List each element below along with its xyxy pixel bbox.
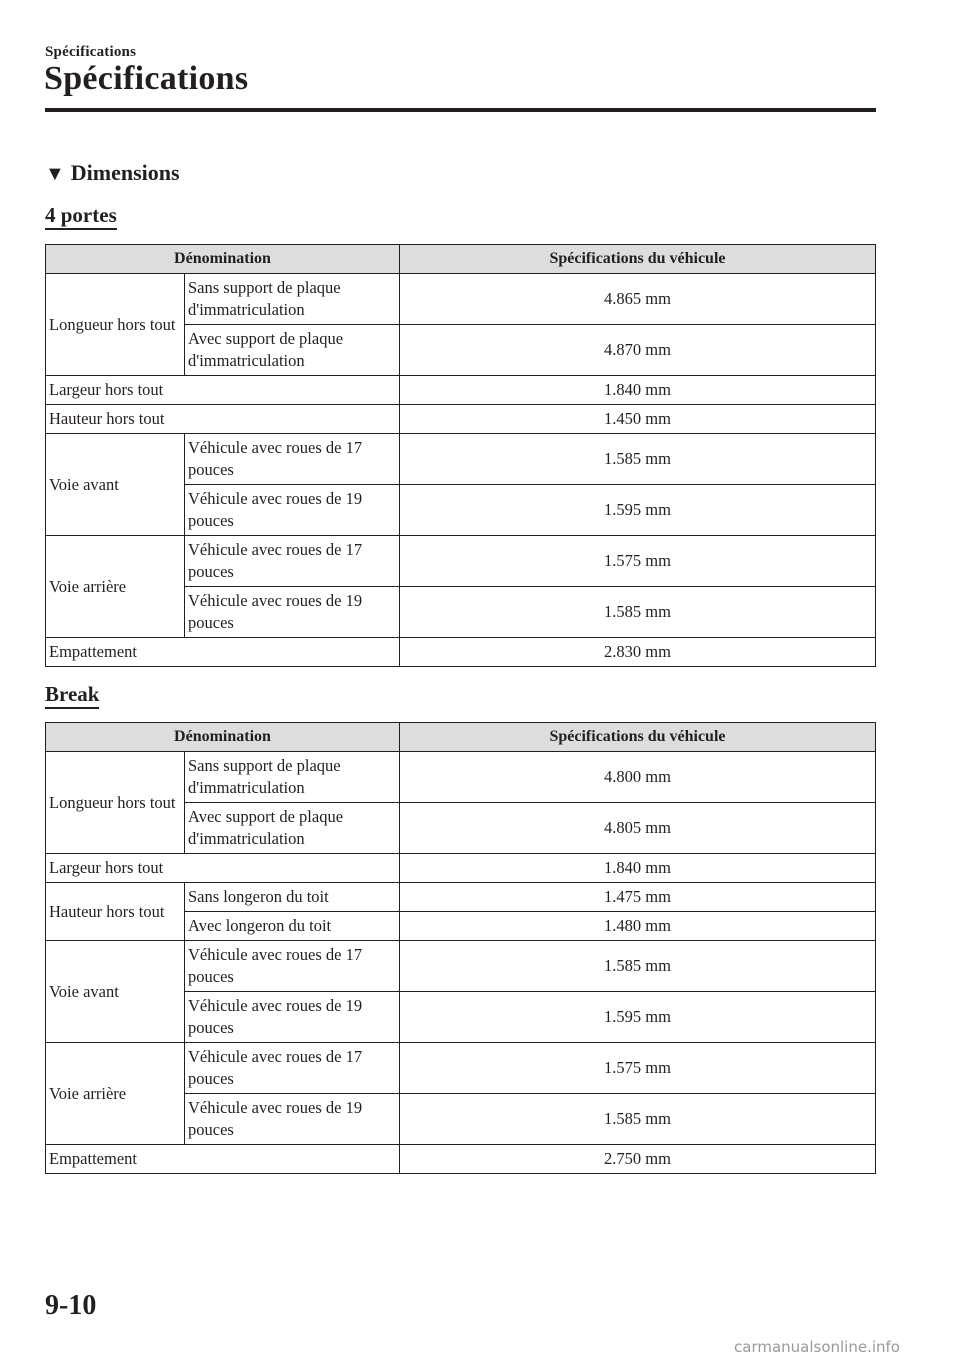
row-value: 2.830 mm <box>400 638 876 667</box>
dimensions-table-break <box>45 722 876 1174</box>
row-value: 1.475 mm <box>400 883 876 912</box>
header-denomination: Dénomination <box>46 723 400 752</box>
row-label-voie-avant: Voie avant <box>46 941 185 1043</box>
row-label-voie-arriere: Voie arrière <box>46 536 185 638</box>
row-label-longueur: Longueur hors tout <box>46 752 185 854</box>
table-row <box>46 434 876 485</box>
subheading-4-portes: 4 portes <box>45 203 117 230</box>
row-sublabel: Véhicule avec roues de 19 pouces <box>185 992 400 1043</box>
table-row <box>46 536 876 587</box>
row-value: 1.585 mm <box>400 1094 876 1145</box>
row-sublabel: Véhicule avec roues de 17 pouces <box>185 941 400 992</box>
row-value: 4.870 mm <box>400 325 876 376</box>
header-specifications: Spécifications du véhicule <box>400 723 876 752</box>
row-sublabel: Véhicule avec roues de 17 pouces <box>185 434 400 485</box>
row-sublabel: Sans support de plaque d'immatriculation <box>185 274 400 325</box>
table-row <box>46 752 876 803</box>
row-sublabel: Véhicule avec roues de 17 pouces <box>185 1043 400 1094</box>
chapter-rule <box>45 108 876 112</box>
table-row <box>46 1043 876 1094</box>
header-denomination: Dénomination <box>46 245 400 274</box>
row-sublabel: Avec longeron du toit <box>185 912 400 941</box>
row-value: 1.575 mm <box>400 1043 876 1094</box>
row-value: 1.595 mm <box>400 992 876 1043</box>
table-row <box>46 1145 876 1174</box>
table-row <box>46 376 876 405</box>
row-value: 1.575 mm <box>400 536 876 587</box>
row-sublabel: Véhicule avec roues de 19 pouces <box>185 587 400 638</box>
dimensions-table-4-portes <box>45 244 876 667</box>
row-label-voie-avant: Voie avant <box>46 434 185 536</box>
row-sublabel: Véhicule avec roues de 19 pouces <box>185 1094 400 1145</box>
row-value: 4.800 mm <box>400 752 876 803</box>
row-label-empattement: Empattement <box>46 1145 400 1174</box>
row-value: 4.865 mm <box>400 274 876 325</box>
row-label-empattement: Empattement <box>46 638 400 667</box>
section-heading <box>45 160 180 186</box>
row-label-voie-arriere: Voie arrière <box>46 1043 185 1145</box>
header-specifications: Spécifications du véhicule <box>400 245 876 274</box>
table-header-row <box>46 245 876 274</box>
running-head: Spécifications <box>45 44 137 60</box>
row-label-hauteur: Hauteur hors tout <box>46 883 185 941</box>
subheading-break: Break <box>45 682 99 709</box>
row-value: 1.450 mm <box>400 405 876 434</box>
row-value: 1.585 mm <box>400 434 876 485</box>
row-sublabel: Sans support de plaque d'immatriculation <box>185 752 400 803</box>
row-value: 2.750 mm <box>400 1145 876 1174</box>
table-row <box>46 638 876 667</box>
table-row <box>46 883 876 912</box>
row-value: 1.595 mm <box>400 485 876 536</box>
table-row <box>46 405 876 434</box>
row-sublabel: Véhicule avec roues de 17 pouces <box>185 536 400 587</box>
row-value: 1.840 mm <box>400 376 876 405</box>
row-sublabel: Avec support de plaque d'immatriculation <box>185 803 400 854</box>
table-header-row <box>46 723 876 752</box>
table-row <box>46 854 876 883</box>
chapter-title: Spécifications <box>44 60 249 97</box>
section-title: Dimensions <box>70 160 180 185</box>
row-sublabel: Véhicule avec roues de 19 pouces <box>185 485 400 536</box>
row-sublabel: Avec support de plaque d'immatriculation <box>185 325 400 376</box>
row-value: 1.585 mm <box>400 587 876 638</box>
watermark: carmanualsonline.info <box>734 1338 900 1356</box>
row-value: 4.805 mm <box>400 803 876 854</box>
row-value: 1.585 mm <box>400 941 876 992</box>
table-row <box>46 941 876 992</box>
row-sublabel: Sans longeron du toit <box>185 883 400 912</box>
triangle-down-icon: ▼ <box>45 163 65 185</box>
row-label-longueur: Longueur hors tout <box>46 274 185 376</box>
row-label-hauteur: Hauteur hors tout <box>46 405 400 434</box>
page-number: 9-10 <box>45 1290 97 1321</box>
row-value: 1.480 mm <box>400 912 876 941</box>
table-row <box>46 274 876 325</box>
row-label-largeur: Largeur hors tout <box>46 854 400 883</box>
row-label-largeur: Largeur hors tout <box>46 376 400 405</box>
row-value: 1.840 mm <box>400 854 876 883</box>
